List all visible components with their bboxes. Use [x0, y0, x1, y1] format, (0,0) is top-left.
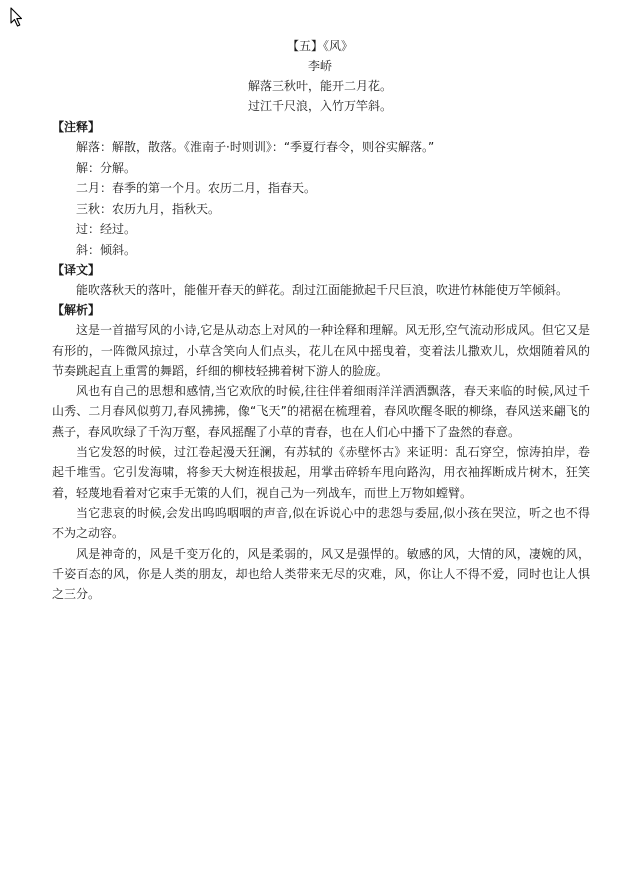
analysis-paragraph: 当它悲哀的时候,会发出呜呜咽咽的声音,似在诉说心中的悲怨与委屈,似小孩在哭泣，听之也不得不为之动容。 — [52, 505, 590, 541]
poem-line: 过江千尺浪，入竹万竿斜。 — [247, 99, 392, 113]
mouse-cursor-icon — [10, 7, 24, 27]
analysis-paragraph: 风是神奇的，风是千变万化的，风是柔弱的，风又是强悍的。敏感的风，大情的风，凄婉的风，千姿百态的风，你是人类的朋友，却也给人类带来无尽的灾难，风，你让人不得不爱，同时也让人惧之三分。 — [52, 546, 590, 602]
note-item: 过：经过。 — [76, 222, 137, 236]
poem-author: 李峤 — [307, 59, 332, 73]
translation-text: 能吹落秋天的落叶，能催开春天的鲜花。刮过江面能掀起千尺巨浪，吹进竹林能使万竿倾斜。 — [76, 283, 569, 297]
notes-heading: 【注释】 — [52, 120, 101, 134]
note-item: 解：分解。 — [76, 160, 137, 175]
note-item: 斜：倾斜。 — [76, 242, 137, 257]
analysis-paragraph: 当它发怒的时候，过江卷起漫天狂澜，有苏轼的《赤壁怀古》来证明：乱石穿空，惊涛拍岸，卷起千堆雪。它引发海啸，将参天大树连根拔起，用掌击碎轿车甩向路沟，用衣袖挥断成片树木，狂笑着，轻蔑地看着对它束手无策的人们，视自己为一列战车，而世上万物如螳臂。 — [52, 445, 590, 500]
translation-heading: 【译文】 — [52, 263, 101, 277]
note-item: 二月：春季的第一个月。农历二月，指春天。 — [76, 181, 317, 195]
document-page — [50, 36, 590, 604]
poem-line: 解落三秋叶，能开二月花。 — [247, 79, 392, 93]
analysis-paragraph: 这是一首描写风的小诗,它是从动态上对风的一种诠释和理解。风无形,空气流动形成风。但它又是有形的，一阵微风掠过，小草含笑向人们点头，花儿在风中摇曳着，变着法儿撒欢儿，炊烟随着风的节奏跳起直上重霄的舞蹈，纤细的柳枝轻拂着树下游人的脸庞。 — [52, 323, 590, 378]
poem-title: 【五】《风》 — [286, 39, 353, 53]
note-item: 解落：解散，散落。《淮南子·时则训》：“季夏行春令，则谷实解落。” — [76, 140, 435, 154]
analysis-paragraph: 风也有自己的思想和感情,当它欢欣的时候,往往伴着细雨洋洋洒洒飘落，春天来临的时候,风过千山秀、二月春风似剪刀,春风拂拂，像“飞天”的裙裾在梳理着，春风吹醒冬眠的柳绦，春风送来翩飞的燕子，春风吹绿了千沟万壑，春风摇醒了小草的青春，也在人们心中播下了盎然的春意。 — [52, 384, 590, 439]
analysis-heading: 【解析】 — [52, 303, 101, 318]
note-item: 三秋：农历九月，指秋天。 — [76, 201, 221, 216]
